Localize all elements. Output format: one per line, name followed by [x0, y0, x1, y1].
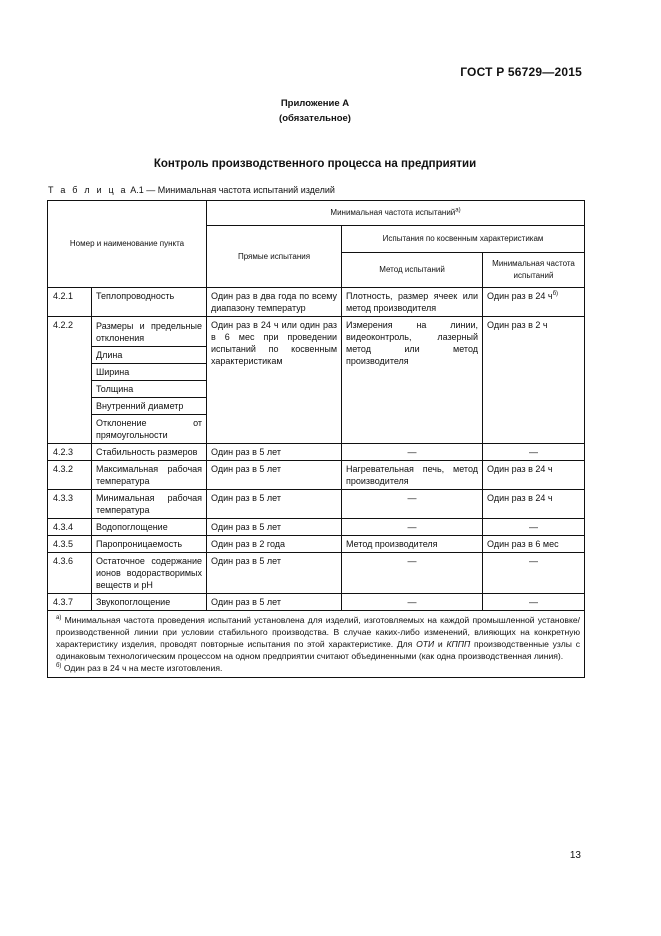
row-frequency: Один раз в 6 мес: [483, 536, 585, 553]
row-number: 4.3.4: [48, 519, 92, 536]
table-row: [48, 519, 585, 536]
row-direct: Один раз в два года по всему диапазону температур: [207, 288, 342, 317]
table-row: [48, 536, 585, 553]
row-number: 4.3.3: [48, 490, 92, 519]
row-name: Водопоглощение: [92, 519, 207, 536]
appendix-title: Приложение А: [280, 98, 350, 109]
row-method: —: [342, 594, 483, 611]
row-number: 4.3.7: [48, 594, 92, 611]
section-title: Контроль производственного процесса на предприятии: [153, 158, 477, 170]
row-name: Паропроницаемость: [92, 536, 207, 553]
row-number: 4.2.1: [48, 288, 92, 317]
row-subitem: Ширина: [92, 364, 207, 381]
row-name: Теплопроводность: [92, 288, 207, 317]
appendix-subtitle: (обязательное): [279, 113, 351, 124]
table-row: [48, 594, 585, 611]
row-direct: Один раз в 5 лет: [207, 490, 342, 519]
row-number: 4.2.3: [48, 444, 92, 461]
row-direct: Один раз в 24 ч или один раз в 6 мес при проведении испытаний по косвенным характеристикам: [207, 317, 342, 444]
header-indirect-frequency: Минимальная частота испытаний: [483, 253, 585, 288]
footnote-b: $^{б)}$ Один раз в 24 ч на месте изготовления.: [56, 663, 223, 673]
header-test-method: Метод испытаний: [342, 253, 483, 288]
row-frequency: Один раз в 24 ч: [483, 461, 585, 490]
table-row: [48, 288, 585, 317]
row-name: Остаточное содержание ионов водорастворимых веществ и pH: [92, 553, 207, 594]
row-frequency: —: [483, 444, 585, 461]
row-direct: Один раз в 5 лет: [207, 461, 342, 490]
table-row: [48, 461, 585, 490]
row-direct: Один раз в 5 лет: [207, 594, 342, 611]
row-method: —: [342, 490, 483, 519]
row-direct: Один раз в 5 лет: [207, 444, 342, 461]
row-subitem: Длина: [92, 347, 207, 364]
row-method: —: [342, 553, 483, 594]
row-name: Размеры и предельные отклонения: [92, 317, 207, 347]
table-row: [48, 444, 585, 461]
row-method: —: [342, 444, 483, 461]
row-number: 4.3.2: [48, 461, 92, 490]
frequency-table: [47, 200, 585, 678]
row-frequency: —: [483, 519, 585, 536]
row-method: Нагревательная печь, метод производителя: [342, 461, 483, 490]
row-direct: Один раз в 2 года: [207, 536, 342, 553]
appendix-heading: [0, 96, 630, 126]
table-footnotes: [48, 611, 585, 678]
header-direct-tests: Прямые испытания: [207, 226, 342, 288]
row-frequency: Один раз в 2 ч: [483, 317, 585, 444]
row-name: Максимальная рабочая температура: [92, 461, 207, 490]
table-row: [48, 490, 585, 519]
table-row: [48, 553, 585, 594]
page-number: 13: [569, 850, 581, 861]
row-number: 4.3.6: [48, 553, 92, 594]
header-min-frequency: Минимальная частота испытаний$^{a)}$: [207, 201, 585, 226]
table-caption-text: А.1 — Минимальная частота испытаний изделий: [127, 185, 335, 195]
row-name: Стабильность размеров: [92, 444, 207, 461]
row-frequency: Один раз в 24 $ч^{б)}$: [483, 288, 585, 317]
footnote-a: $^{а)}$ Минимальная частота проведения испытаний установлена для изделий, изготовляемых на каждой промышленной установке/производственной линии при условии стабильного производства. В случае каких-либо изменений, влияющих на конкретную характеристику изделия, проводят повторные испытания по этой характеристике. Для ОТИ и КППП производственные узлы с одинаковым технологическим процессом на одном предприятии считают объединенными (как одна производственная линия).: [56, 615, 581, 661]
header-item: Номер и наименование пункта: [48, 201, 207, 288]
row-direct: Один раз в 5 лет: [207, 519, 342, 536]
table-caption: [48, 185, 335, 195]
row-subitem: Отклонение от прямоугольности: [92, 415, 207, 444]
row-frequency: —: [483, 594, 585, 611]
table-row: [48, 317, 585, 347]
table-caption-prefix: Т а б л и ц а: [48, 185, 128, 195]
row-name: Минимальная рабочая температура: [92, 490, 207, 519]
row-method: Метод производителя: [342, 536, 483, 553]
row-method: Плотность, размер ячеек или метод производителя: [342, 288, 483, 317]
document-code: ГОСТ Р 56729—2015: [460, 65, 582, 79]
row-frequency: Один раз в 24 ч: [483, 490, 585, 519]
header-indirect-tests: Испытания по косвенным характеристикам: [342, 226, 585, 253]
row-frequency: —: [483, 553, 585, 594]
row-number: 4.2.2: [48, 317, 92, 444]
row-name: Звукопоглощение: [92, 594, 207, 611]
row-method: —: [342, 519, 483, 536]
row-direct: Один раз в 5 лет: [207, 553, 342, 594]
row-method: Измерения на линии, видеоконтроль, лазерный метод или метод производителя: [342, 317, 483, 444]
row-subitem: Толщина: [92, 381, 207, 398]
row-subitem: Внутренний диаметр: [92, 398, 207, 415]
row-number: 4.3.5: [48, 536, 92, 553]
